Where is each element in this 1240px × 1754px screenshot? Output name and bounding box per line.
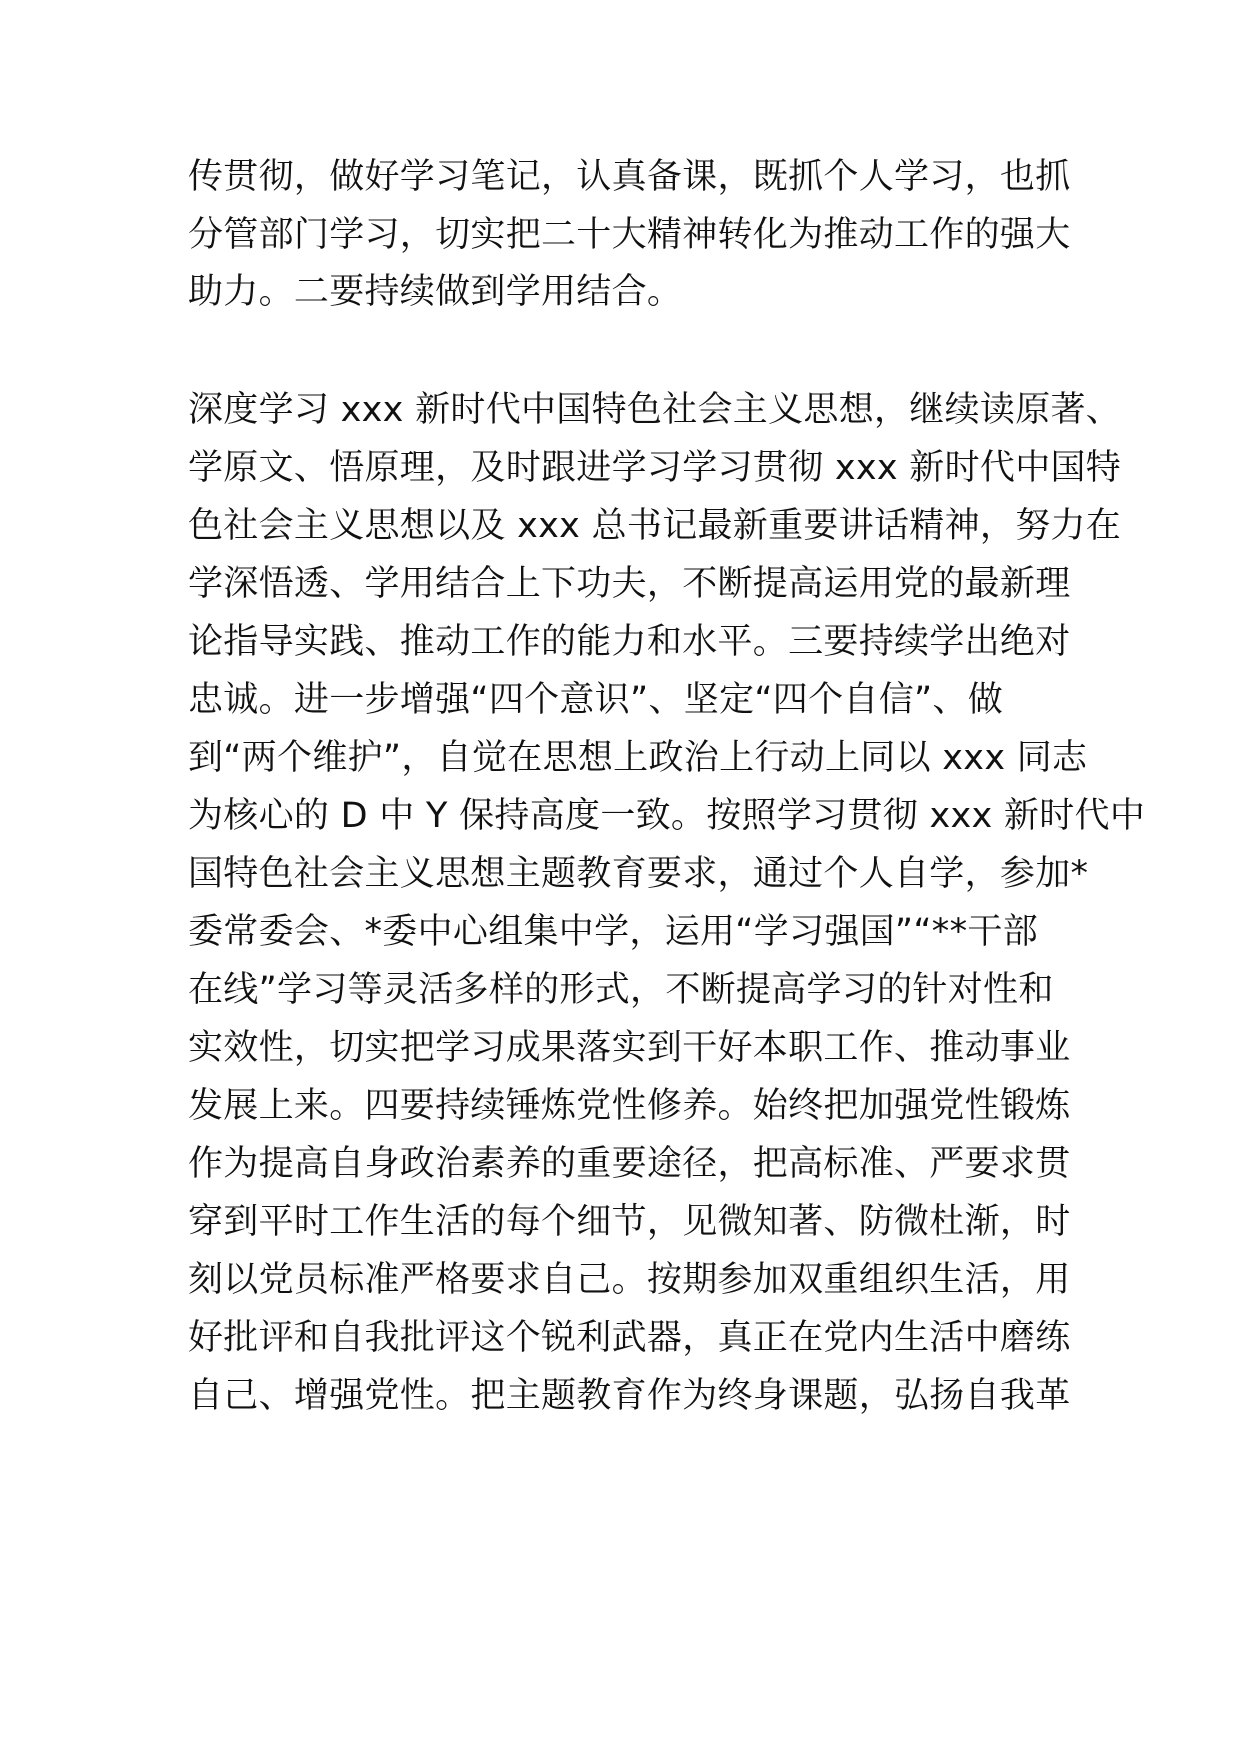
text-line: 学原文、悟原理，及时跟进学习学习贯彻 xxx 新时代中国特: [188, 448, 1122, 488]
text-line: 忠诚。进一步增强“四个意识”、坚定“四个自信”、做: [188, 680, 1004, 720]
text-line: 国特色社会主义思想主题教育要求，通过个人自学，参加*: [188, 854, 1089, 894]
text-line: 在线”学习等灵活多样的形式，不断提高学习的针对性和: [188, 970, 1054, 1010]
text-line: 深度学习 xxx 新时代中国特色社会主义思想，继续读原著、: [188, 390, 1122, 430]
text-line: 分管部门学习，切实把二十大精神转化为推动工作的强大: [188, 215, 1071, 255]
text-line: 好批评和自我批评这个锐利武器，真正在党内生活中磨练: [188, 1318, 1071, 1358]
text-line: 到“两个维护”，自觉在思想上政治上行动上同以 xxx 同志: [188, 738, 1088, 778]
text-line: 实效性，切实把学习成果落实到干好本职工作、推动事业: [188, 1028, 1071, 1068]
text-line: 刻以党员标准严格要求自己。按期参加双重组织生活，用: [188, 1260, 1071, 1300]
text-line: 为核心的 D 中 Y 保持高度一致。按照学习贯彻 xxx 新时代中: [188, 796, 1146, 836]
text-line: 穿到平时工作生活的每个细节，见微知著、防微杜渐，时: [188, 1202, 1071, 1242]
text-line: 发展上来。四要持续锤炼党性修养。始终把加强党性锻炼: [188, 1086, 1071, 1126]
text-line: 色社会主义思想以及 xxx 总书记最新重要讲话精神，努力在: [188, 506, 1122, 546]
text-line: 助力。二要持续做到学用结合。: [188, 272, 683, 312]
text-line: 委常委会、*委中心组集中学，运用“学习强国”“**干部: [188, 912, 1038, 952]
text-line: 论指导实践、推动工作的能力和水平。三要持续学出绝对: [188, 622, 1071, 662]
text-line: 自己、增强党性。把主题教育作为终身课题，弘扬自我革: [188, 1376, 1071, 1416]
text-line: 学深悟透、学用结合上下功夫，不断提高运用党的最新理: [188, 564, 1071, 604]
text-line: 作为提高自身政治素养的重要途径，把高标准、严要求贯: [188, 1144, 1071, 1184]
text-line: 传贯彻，做好学习笔记，认真备课，既抓个人学习，也抓: [188, 157, 1071, 197]
